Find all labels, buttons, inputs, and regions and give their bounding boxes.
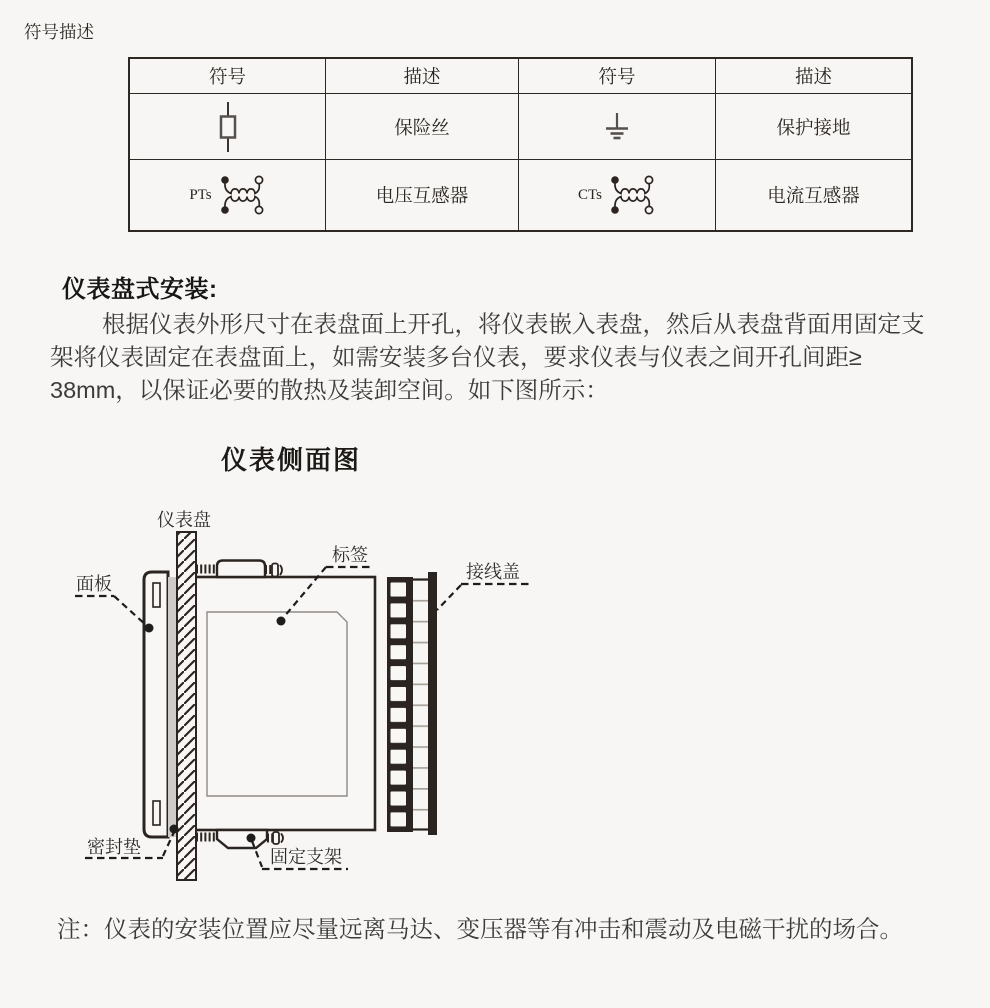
terminal-cover-label: 接线盖 — [466, 562, 520, 582]
ct-desc-cell: 电流互感器 — [767, 187, 860, 207]
earth-symbol-cell — [519, 94, 716, 160]
paragraph-line: 38mm，以保证必要的散热及装卸空间。如下图所示： — [50, 377, 609, 403]
ct-label: CTs — [578, 186, 602, 203]
fuse-symbol-cell — [130, 94, 326, 160]
diagram-title: 仪表侧面图 — [221, 446, 362, 475]
top-screw-head — [272, 564, 278, 577]
terminal-cells — [387, 577, 413, 832]
protective-earth-icon — [604, 112, 630, 142]
terminal-cover-leader — [437, 585, 461, 610]
paragraph-line: 根据仪表外形尺寸在表盘面上开孔，将仪表嵌入表盘，然后从表盘背面用固定支 — [102, 311, 925, 337]
tag-dot — [277, 617, 286, 626]
bracket-dot — [247, 834, 256, 843]
current-transformer-winding-icon — [608, 173, 656, 217]
paragraph-line: 架将仪表固定在表盘面上，如需安装多台仪表，要求仪表与仪表之间开孔间距≥ — [50, 344, 862, 370]
top-clamp — [217, 561, 265, 578]
symbols-section-title: 符号描述 — [24, 22, 94, 42]
gasket-label: 密封垫 — [87, 837, 141, 857]
fuse-desc-cell: 保险丝 — [326, 94, 519, 160]
bottom-screw-head — [273, 832, 279, 844]
terminal-cover-bar — [428, 572, 437, 835]
voltage-transformer-winding-icon — [218, 173, 266, 217]
bracket-label: 固定支架 — [270, 847, 342, 867]
fixing-bracket-shape — [217, 830, 267, 848]
fuse-icon — [217, 102, 239, 152]
pt-label: PTs — [189, 186, 212, 203]
install-paragraph — [50, 308, 925, 407]
install-section-heading: 仪表盘式安装: — [62, 276, 218, 303]
earth-desc-cell: 保护接地 — [716, 94, 911, 160]
bezel-clip-top — [153, 583, 160, 607]
bottom-screw-head-arc — [281, 834, 283, 843]
ct-symbol-cell — [519, 160, 716, 230]
front-panel-bezel — [144, 572, 168, 837]
pt-desc-cell: 电压互感器 — [326, 160, 519, 230]
meter-body — [195, 577, 375, 830]
front-panel-leader — [114, 596, 147, 626]
symbols-table — [128, 57, 913, 232]
top-screw-head-arc — [280, 565, 282, 575]
install-note: 注：仪表的安装位置应尽量远离马达、变压器等有冲击和震动及电磁干扰的场合。 — [57, 916, 903, 942]
front-panel-label: 面板 — [76, 574, 112, 594]
sealing-gasket — [168, 577, 177, 837]
side-view-diagram — [30, 495, 590, 895]
panel-board-hatch — [177, 532, 196, 880]
pt-symbol-cell — [130, 160, 326, 230]
table-header-desc-1: 描述 — [326, 59, 519, 94]
front-panel-dot — [145, 624, 154, 633]
panel-board-label: 仪表盘 — [157, 510, 211, 530]
bezel-clip-bottom — [153, 801, 160, 825]
table-header-symbol-1: 符号 — [130, 59, 326, 94]
table-header-symbol-2: 符号 — [519, 59, 716, 94]
terminal-rungs — [413, 579, 428, 830]
tag-label: 标签 — [332, 545, 368, 565]
table-header-desc-2: 描述 — [716, 59, 911, 94]
